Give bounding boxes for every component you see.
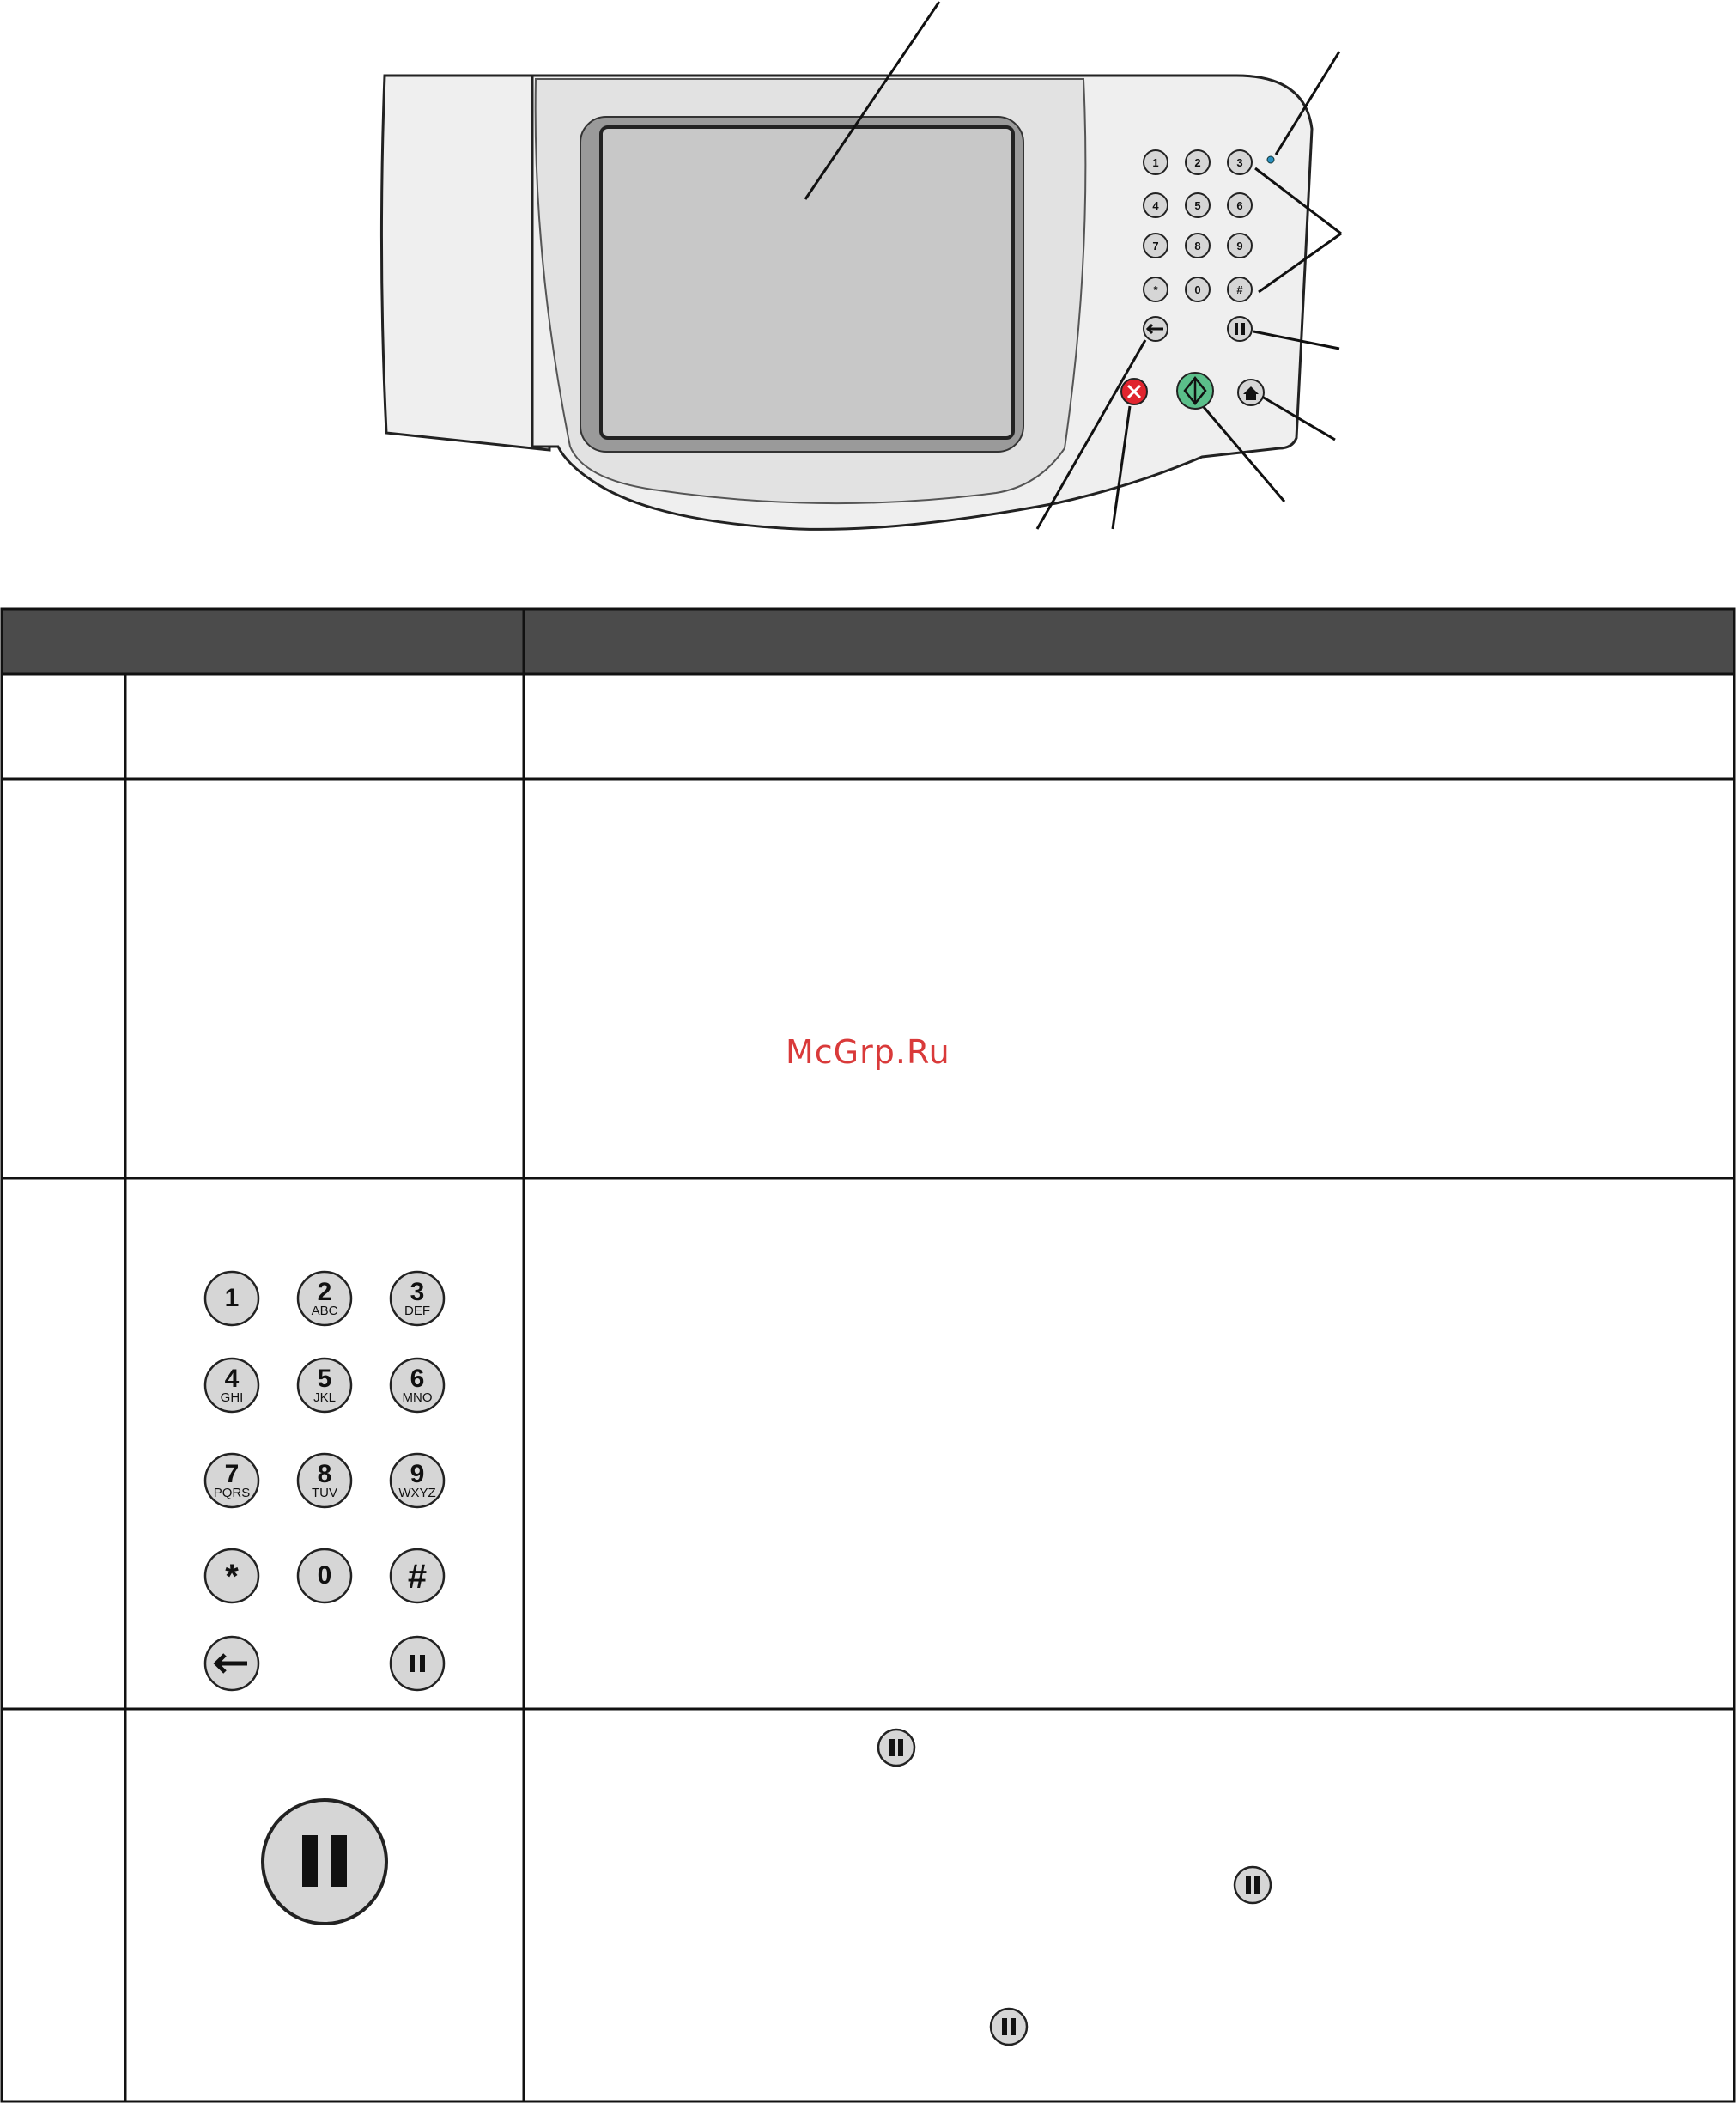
small-key-label: * [1153, 283, 1158, 296]
small-key-label: # [1236, 283, 1243, 296]
small-key-label: 9 [1236, 240, 1243, 252]
keypad-key [391, 1272, 444, 1325]
keypad-key-letters: TUV [312, 1486, 337, 1500]
keypad-key-number: 0 [317, 1561, 332, 1590]
keypad-key-number: 6 [410, 1365, 425, 1393]
small-key [1228, 150, 1252, 174]
control-panel-illustration [0, 0, 1736, 550]
large-backspace-button [205, 1637, 258, 1690]
watermark: McGrp.Ru [786, 1033, 950, 1071]
small-key-label: 1 [1152, 156, 1159, 169]
table-body [2, 674, 1734, 2101]
small-key-label: 3 [1236, 156, 1243, 169]
keypad-key-number: 5 [317, 1365, 332, 1393]
small-key-label: 2 [1194, 156, 1201, 169]
keypad-key-number: 8 [317, 1460, 332, 1488]
keypad-key-letters: PQRS [213, 1486, 251, 1500]
pause-icon [1235, 1867, 1271, 1903]
keypad-key-number: * [225, 1558, 239, 1596]
keypad-key [205, 1454, 258, 1507]
keypad-key-number: 7 [224, 1460, 240, 1488]
small-key [1228, 277, 1252, 301]
small-key-label: 4 [1152, 199, 1159, 212]
pause-icon [878, 1730, 914, 1766]
small-key [1144, 150, 1168, 174]
keypad-key [298, 1272, 351, 1325]
small-key-label: 5 [1194, 199, 1201, 212]
keypad-key [298, 1549, 351, 1602]
control-panel-table [0, 607, 1736, 2104]
keypad-key [205, 1272, 258, 1325]
small-pause-button [1228, 317, 1252, 341]
small-key [1144, 277, 1168, 301]
keypad-key [391, 1454, 444, 1507]
keypad-key-number: # [407, 1558, 428, 1596]
large-pause-button [391, 1637, 444, 1690]
small-key [1144, 193, 1168, 217]
keypad-key-letters: GHI [220, 1390, 244, 1405]
small-key [1228, 193, 1252, 217]
keypad-key-number: 9 [410, 1460, 425, 1488]
keypad-key [205, 1359, 258, 1412]
small-key [1186, 277, 1210, 301]
pause-icon [263, 1800, 386, 1924]
touch-screen [601, 127, 1013, 438]
small-key-label: 7 [1152, 240, 1159, 252]
keypad-key [298, 1454, 351, 1507]
keypad-key-letters: ABC [311, 1304, 338, 1318]
keypad-key [298, 1359, 351, 1412]
small-backspace-button [1144, 317, 1168, 341]
small-key-label: 6 [1236, 199, 1243, 212]
home-button [1238, 380, 1264, 405]
small-key [1228, 234, 1252, 258]
small-key-label: 0 [1194, 283, 1201, 296]
panel-left-wing [381, 76, 549, 450]
keypad-key-letters: MNO [402, 1390, 433, 1405]
small-key-label: 8 [1194, 240, 1201, 252]
indicator-light [1267, 156, 1274, 163]
keypad-key-number: 1 [224, 1284, 240, 1312]
keypad-key-number: 4 [224, 1365, 240, 1393]
keypad-key [205, 1549, 258, 1602]
keypad-key-letters: DEF [404, 1304, 430, 1318]
small-key [1186, 193, 1210, 217]
keypad-key-letters: WXYZ [398, 1486, 436, 1500]
small-key [1186, 150, 1210, 174]
pause-icon [991, 2009, 1027, 2045]
keypad-key-letters: JKL [313, 1390, 336, 1405]
keypad-key [391, 1359, 444, 1412]
stop-button [1121, 379, 1147, 404]
keypad-key-number: 3 [410, 1278, 425, 1306]
keypad-key [391, 1549, 444, 1602]
keypad-key-number: 2 [317, 1278, 332, 1306]
large-keypad [205, 1272, 444, 1602]
table-header [2, 609, 1734, 674]
small-key [1186, 234, 1210, 258]
start-button [1177, 373, 1213, 409]
small-key [1144, 234, 1168, 258]
